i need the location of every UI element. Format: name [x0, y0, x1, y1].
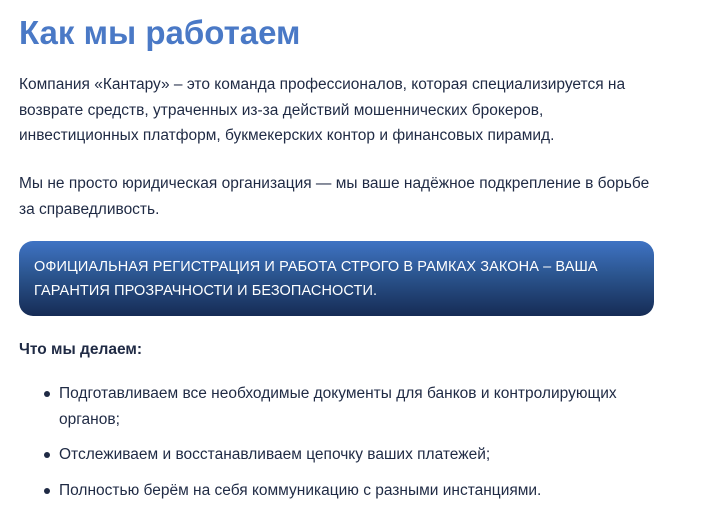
bullet-icon [44, 488, 50, 494]
list-item [19, 442, 679, 468]
intro-paragraph: Компания «Кантару» – это команда профессионалов, которая специализируется на возврате средств, утраченных из-за действий мошеннических брокеров, инвестиционных платформ, букмекерских контор и финансовых пирамид. [19, 76, 626, 144]
list-item-text: Полностью берём на себя коммуникацию с разными инстанциями. [59, 481, 542, 499]
page-title: Как мы работаем [19, 14, 301, 51]
highlight-banner [19, 241, 654, 316]
bullet-icon [44, 452, 50, 458]
services-heading: Что мы делаем: [19, 341, 143, 358]
services-list [19, 381, 679, 513]
highlight-banner-text: ОФИЦИАЛЬНАЯ РЕГИСТРАЦИЯ И РАБОТА СТРОГО В РАМКАХ ЗАКОНА – ВАША ГАРАНТИЯ ПРОЗРАЧНОСТИ И БЕЗОПАСНОСТИ. [34, 259, 598, 299]
mission-paragraph: Мы не просто юридическая организация — мы ваше надёжное подкрепление в борьбе за справедливость. [19, 175, 650, 218]
list-item-text: Отслеживаем и восстанавливаем цепочку ваших платежей; [59, 446, 491, 463]
list-item [19, 381, 679, 432]
list-item-text: Подготавливаем все необходимые документы для банков и контролирующих органов; [59, 385, 617, 428]
list-item [19, 478, 679, 504]
bullet-icon [44, 391, 50, 397]
